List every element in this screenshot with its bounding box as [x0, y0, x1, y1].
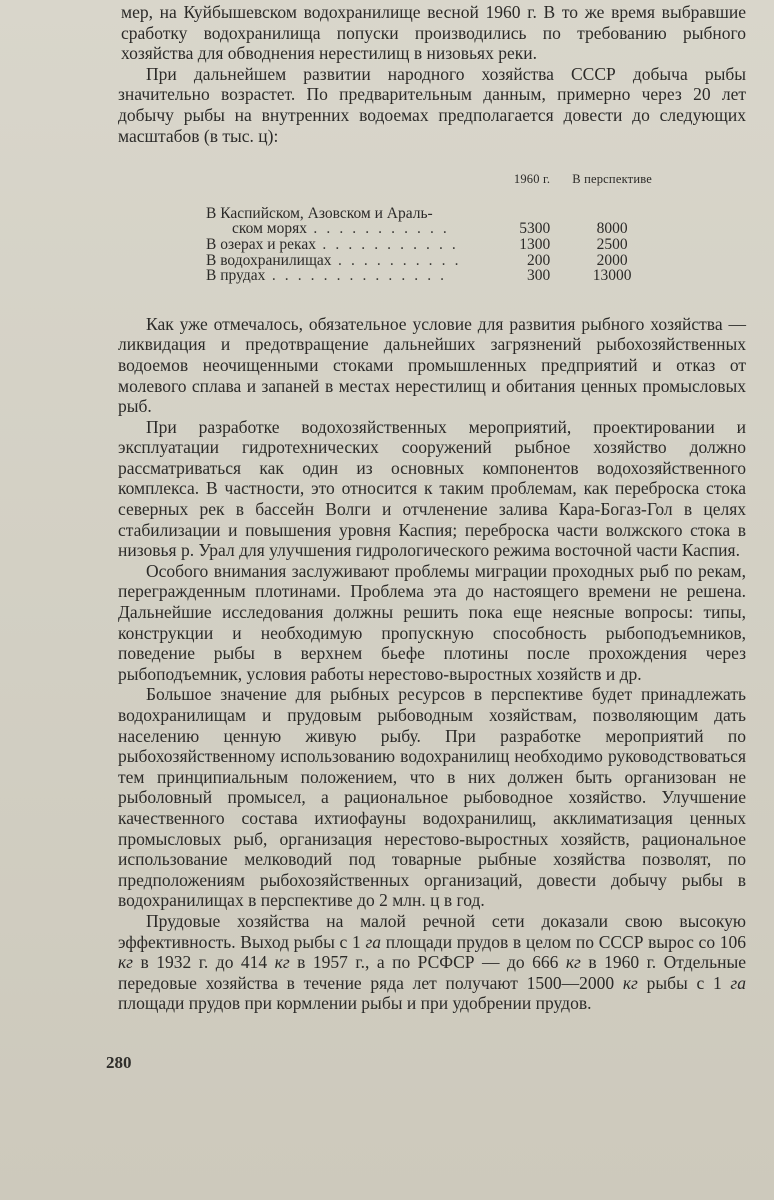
development-paragraph: При дальнейшем развитии народного хозяйства СССР добыча рыбы значительно возрастет. По предварительным данным, примерно через 20 лет добычу рыбы на внутренних водоемах предполагается довести до следующих масштабов (в тыс. ц):	[118, 63, 746, 146]
row-label: В Каспийском, Азовском и Араль-	[206, 204, 433, 222]
page-body	[118, 2, 746, 1014]
header-label	[206, 172, 484, 206]
spacer	[118, 284, 746, 314]
text-run: рыбы с 1	[646, 972, 722, 993]
row-label-text: В прудах	[206, 267, 266, 285]
row-label-continued	[206, 221, 484, 237]
row-label-cell	[206, 237, 484, 253]
paragraph-migration: Особого внимания заслуживают проблемы миграции проходных рыб по рекам, перегражденным плотинами. Проблема эта до настоящего времени не решена. Дальнейшие исследования должны решить пока еще неясные вопросы: типы, конструкции и необходимую пропускную способность рыбоподъемников, поведение рыбы в верхнем бьефе плотины после прохождения через рыбоподъемник, условия работы нерестово-выростных хозяйств и др.	[118, 560, 746, 684]
text-run: площади прудов при кормлении рыбы и при удобрении прудов.	[118, 993, 592, 1014]
dot-leaders: . . . . . . . . . . . . . .	[265, 267, 447, 285]
header-1960: 1960 г.	[513, 172, 551, 187]
value-perspective: 2500	[596, 235, 628, 253]
table-row	[206, 237, 666, 253]
table-row	[206, 253, 666, 269]
row-label-text: В водохранилищах	[206, 251, 332, 269]
paragraph-pollution: Как уже отмечалось, обязательное условие для развития рыбного хозяйства — ликвидация и предотвращение дальнейших загрязнений рыбохозяйственных водоемов неочищенными стоками промышленных предприятий и отказ от молевого сплава и запаней в местах нерестилищ и обитания ценных промысловых рыб.	[118, 313, 746, 417]
paragraph-water-management: При разработке водохозяйственных мероприятий, проектировании и эксплуатации гидротехнических сооружений рыбное хозяйство должно рассматриваться как один из основных компонентов водохозяйственного комплекса. В частности, это относится к таким проблемам, как переброска стока северных рек в бассейн Волги и отчленение залива Кара-Богаз-Гол в целях стабилизации и повышения уровня Каспия; переброска части волжского стока в низовья р. Урал для улучшения гидрологического режима восточной части Каспия.	[118, 416, 746, 561]
unit-ga: га	[365, 931, 382, 952]
row-label-cell	[206, 253, 484, 269]
value-1960: 300	[527, 267, 551, 285]
paragraph-reservoirs: Большое значение для рыбных ресурсов в перспективе будет принадлежать водохранилищам и прудовым рыбоводным хозяйствам, позволяющим дать населению ценную живую рыбу. При разработке мероприятий по рыбохозяйственному использованию водохранилищ необходимо руководствоваться тем принципиальным положением, что в них должен быть организован не рыболовный промысел, а рациональное рыбоводное хозяйство. Улучшение качественного состава ихтиофауны водохранилищ, акклиматизация ценных промысловых рыб, организация нерестово-выростных хозяйств, рациональное использование мелководий под товарные рыбные хозяйства позволят, по предположениям рыбохозяйственных организаций, довести добычу рыбы в водохранилищах в перспективе до 2 млн. ц в год.	[118, 684, 746, 911]
text-run: Прудовые хозяйства на малой речной сети доказали свою высокую эффективность. Выход рыбы с 1	[118, 910, 746, 952]
value-perspective: 13000	[592, 267, 632, 285]
page-number: 280	[106, 1053, 132, 1072]
text-run: площади прудов в целом по СССР вырос со 106	[385, 931, 747, 952]
table-row	[206, 268, 666, 284]
unit-kg: кг	[565, 952, 581, 973]
unit-kg: кг	[622, 972, 638, 993]
intro-paragraph: мер, на Куйбышевском водохранилище весной 1960 г. В то же время выбравшие сработку водохранилища попуски производились по требованию рыбного хозяйства для обводнения нерестилищ в низовьях реки.	[121, 2, 746, 64]
text-run: в 1960 г. Отдельные передовые хозяйства в течение ряда лет получают 1500—2000	[118, 952, 746, 993]
value-perspective: 2000	[596, 251, 628, 269]
value-perspective: 8000	[596, 220, 628, 238]
dot-leaders: . . . . . . . . . . .	[306, 220, 450, 238]
fish-catch-table	[206, 172, 666, 284]
value-1960: 5300	[519, 220, 551, 238]
text-run: в 1932 г. до 414	[140, 952, 268, 973]
table-row	[206, 206, 666, 222]
row-label-cell	[206, 268, 484, 284]
dot-leaders: . . . . . . . . . . .	[315, 235, 459, 253]
unit-ga: га	[730, 972, 746, 993]
row-label-text: В озерах и реках	[206, 235, 316, 253]
text-run: в 1957 г., а по РСФСР — до 666	[297, 952, 559, 973]
header-perspective: В перспективе	[572, 172, 653, 187]
value-1960: 200	[527, 251, 551, 269]
table-header-row	[206, 172, 666, 206]
paragraph-ponds	[118, 911, 746, 1014]
table-row	[206, 221, 666, 237]
row-label-text: ском морях	[232, 220, 307, 238]
value-1960: 1300	[519, 235, 551, 253]
unit-kg: кг	[118, 952, 134, 973]
dot-leaders: . . . . . . . . . .	[331, 251, 462, 269]
unit-kg: кг	[274, 952, 290, 973]
